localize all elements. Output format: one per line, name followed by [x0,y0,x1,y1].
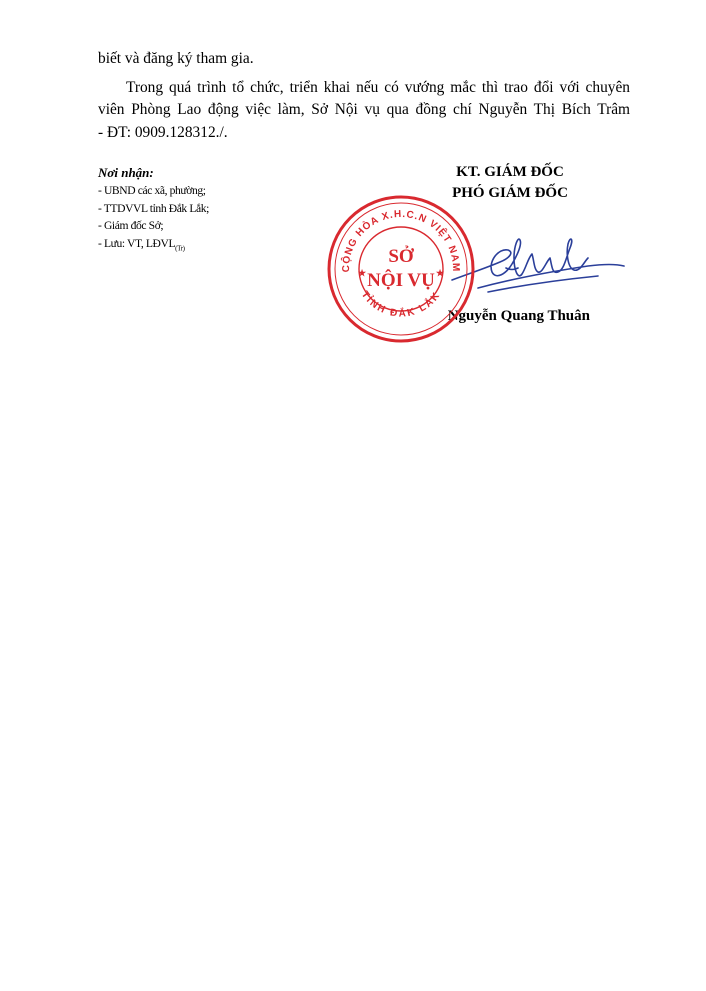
body-line-1: biết và đăng ký tham gia. [98,50,254,67]
recipient-item: - TTDVVL tỉnh Đắk Lắk; [98,201,209,215]
recipient-item-archive: - Lưu: VT, LĐVL [98,236,176,250]
official-seal [326,194,476,344]
signature-title-1: KT. GIÁM ĐỐC [456,164,564,180]
recipient-item: - Giám đốc Sở; [98,219,164,232]
recipient-item-last [98,235,209,258]
seal-center-line-2: NỘI VỤ [367,270,435,291]
seal-star-left-icon: ★ [357,268,367,278]
recipients-title: Nơi nhận: [98,165,154,180]
body-line-4: - ĐT: 0909.128312./. [98,124,228,141]
signer-name: Nguyễn Quang Thuân [447,308,590,324]
recipient-item: - UBND các xã, phường; [98,184,206,197]
body-line-2: Trong quá trình tổ chức, triển khai nếu có vướng mắc thì trao đổi với chuyên [126,79,630,96]
seal-center-line-1: SỞ [388,246,414,267]
seal-ring-top-text: CỘNG HÒA X.H.C.N VIỆT NAM [340,208,462,273]
svg-text:TỈNH ĐẮK LẮK [359,289,443,319]
body-line-3: viên Phòng Lao động việc làm, Sở Nội vụ qua đồng chí Nguyễn Thị Bích Trâm [98,101,630,118]
seal-ring-bottom-text: TỈNH ĐẮK LẮK [358,289,444,320]
seal-star-right-icon: ★ [435,268,445,278]
signature-title-2: PHÓ GIÁM ĐỐC [452,185,568,201]
recipients-list [98,182,209,257]
recipient-item-subscript: (Tr) [175,243,185,252]
